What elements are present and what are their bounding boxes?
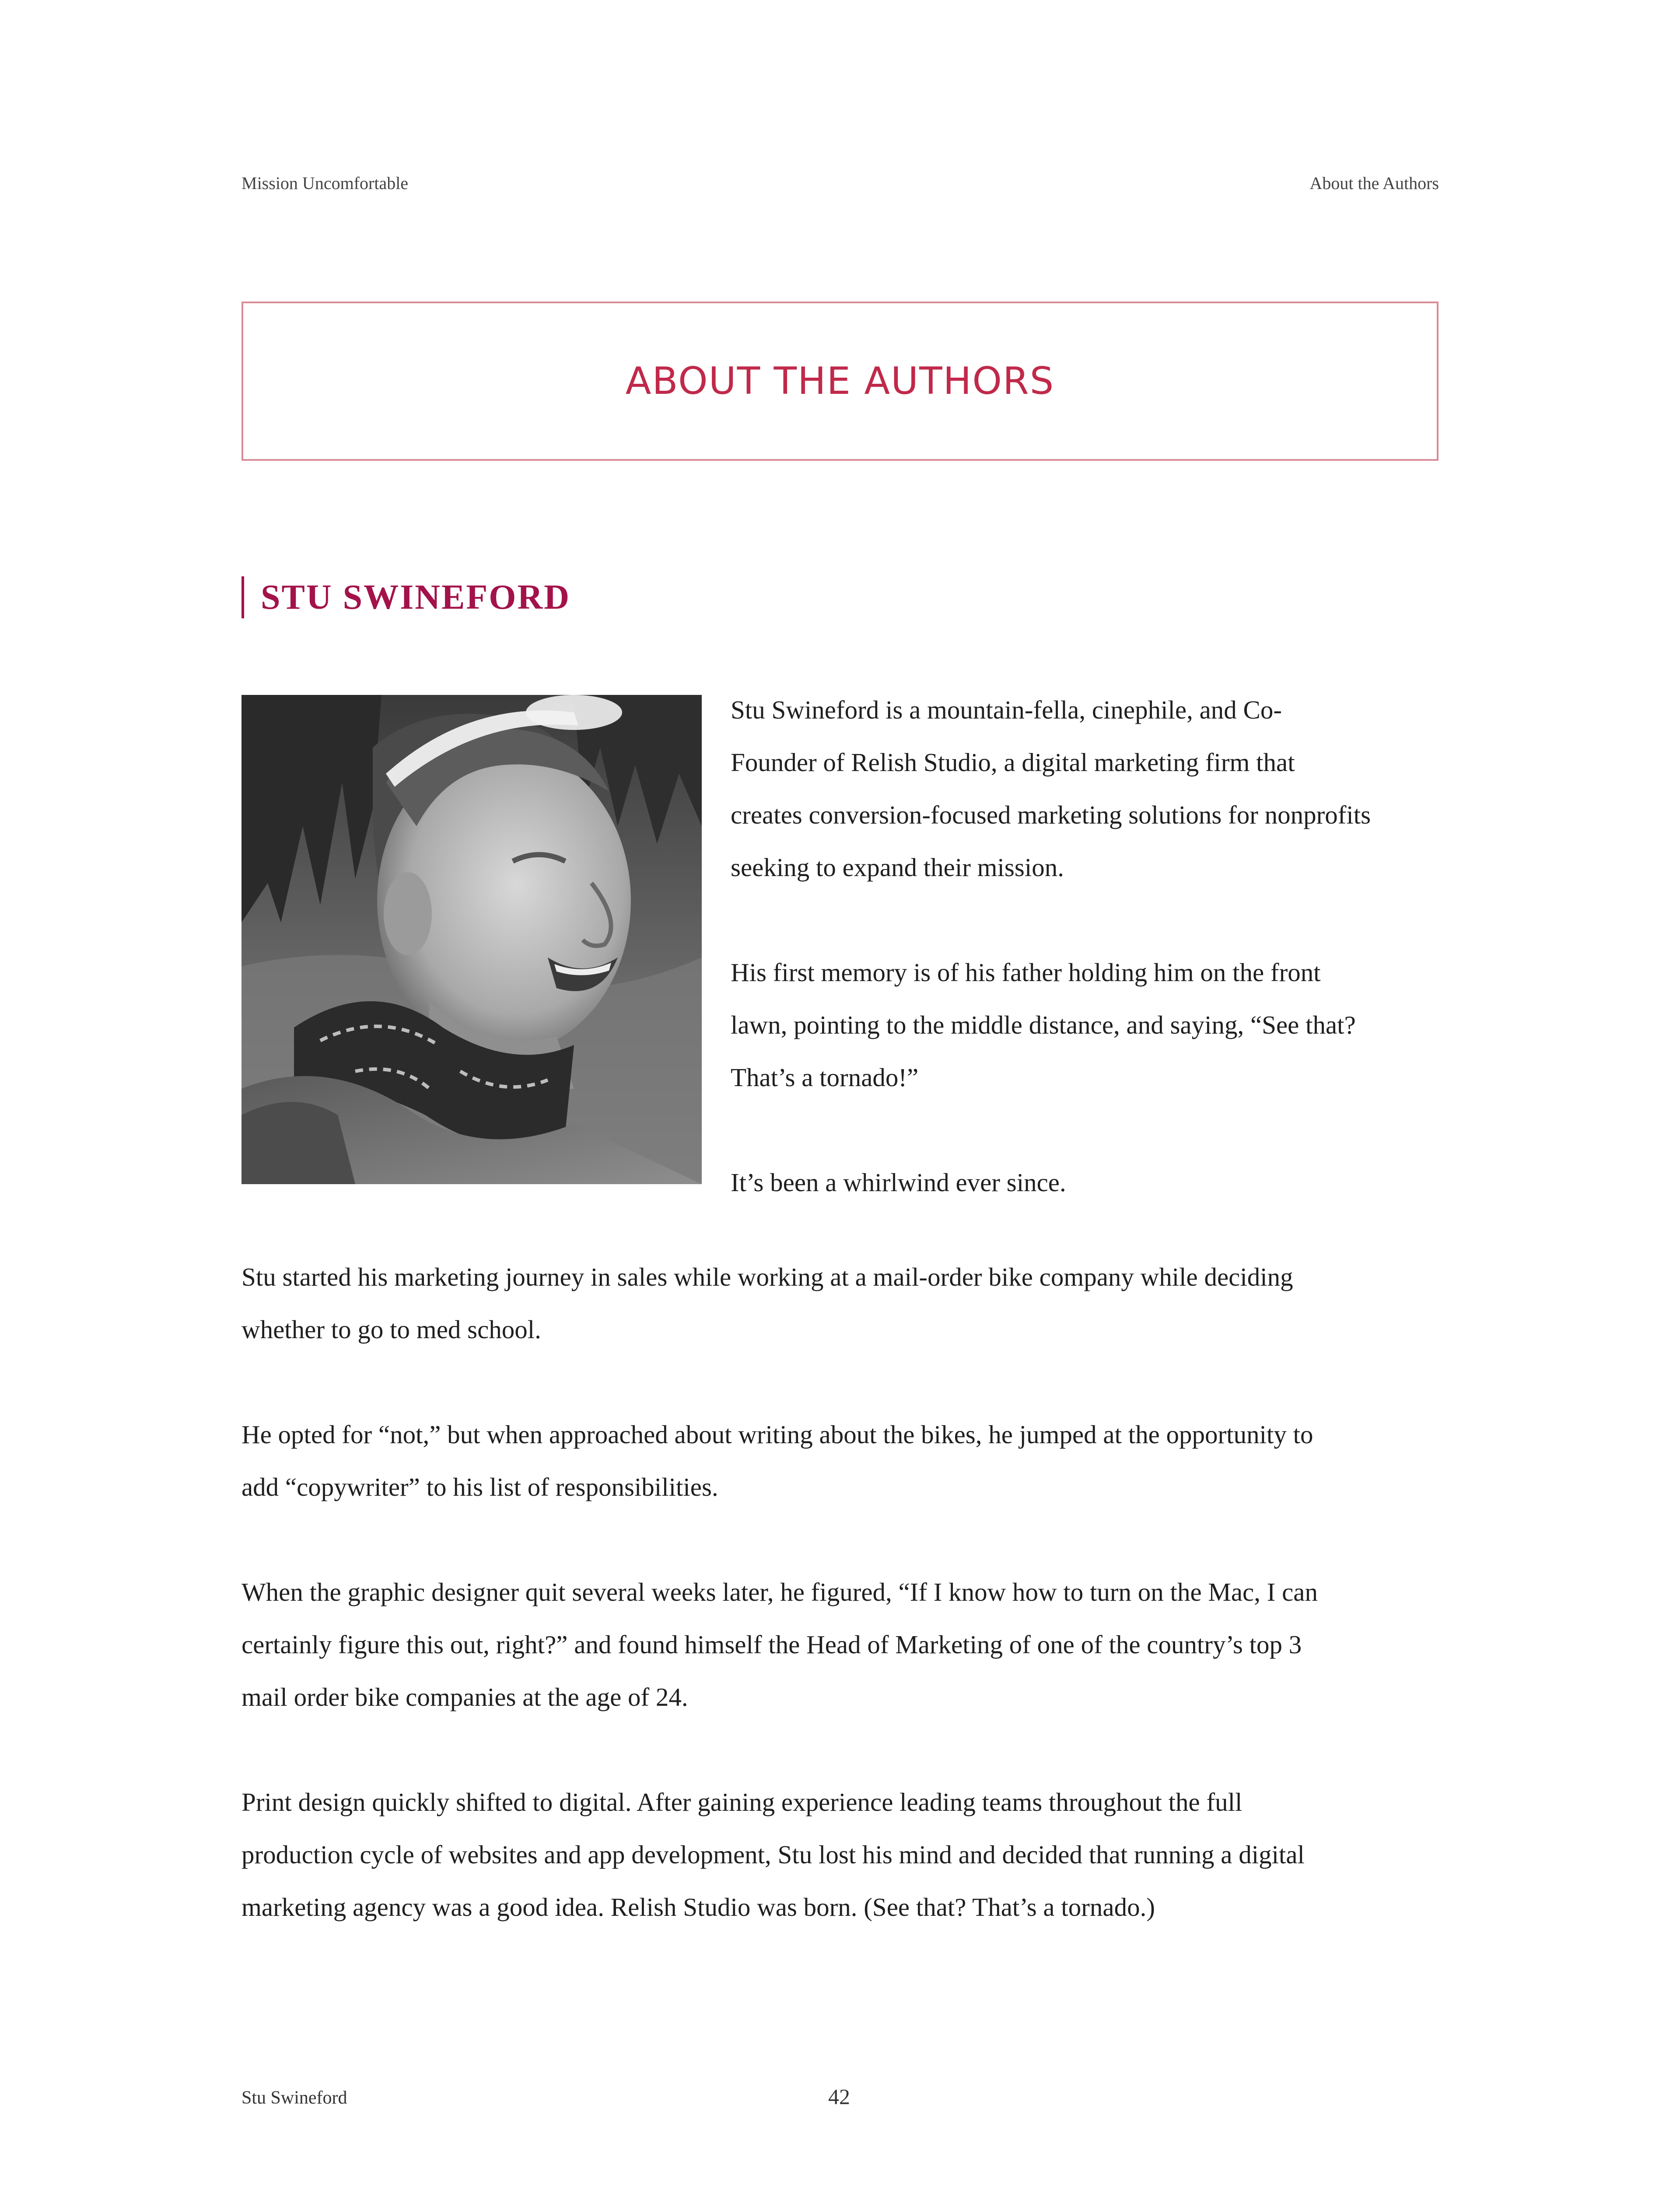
- text-line: That’s a tornado!”: [731, 1063, 919, 1092]
- text-line: lawn, pointing to the middle distance, and saying, “See that?: [731, 1010, 1356, 1039]
- author-heading: [242, 575, 570, 619]
- page-title: ABOUT THE AUTHORS: [625, 359, 1055, 403]
- text-line: whether to go to med school.: [242, 1315, 541, 1344]
- running-header-book-title: Mission Uncomfortable: [242, 173, 409, 193]
- author-photo: [242, 695, 702, 1184]
- text-line: mail order bike companies at the age of 24.: [242, 1683, 688, 1711]
- author-name: STU SWINEFORD: [261, 578, 571, 617]
- body-text: [242, 1251, 1445, 1933]
- text-line: Stu started his marketing journey in sales while working at a mail-order bike company while deciding: [242, 1262, 1293, 1291]
- text-line: add “copywriter” to his list of responsibilities.: [242, 1473, 718, 1501]
- body-paragraph: [242, 1408, 1445, 1513]
- intro-paragraph: [731, 946, 1448, 1104]
- text-line: His first memory is of his father holding him on the front: [731, 958, 1321, 987]
- page-title-box: [242, 302, 1438, 461]
- text-line: Stu Swineford is a mountain-fella, cinephile, and Co-: [731, 695, 1282, 724]
- text-line: Print design quickly shifted to digital. After gaining experience leading teams throughout the full: [242, 1788, 1242, 1816]
- text-line: It’s been a whirlwind ever since.: [731, 1168, 1066, 1197]
- body-paragraph: [242, 1251, 1445, 1356]
- footer-author: Stu Swineford: [242, 2088, 347, 2108]
- page-number: 42: [828, 2084, 850, 2109]
- text-line: He opted for “not,” but when approached about writing about the bikes, he jumped at the opportunity to: [242, 1420, 1313, 1449]
- intro-text: [731, 684, 1448, 1209]
- text-line: production cycle of websites and app development, Stu lost his mind and decided that running a digital: [242, 1840, 1305, 1869]
- text-line: marketing agency was a good idea. Relish Studio was born. (See that? That’s a tornado.): [242, 1893, 1155, 1922]
- intro-paragraph: [731, 1156, 1448, 1209]
- text-line: Founder of Relish Studio, a digital marketing firm that: [731, 748, 1295, 777]
- text-line: seeking to expand their mission.: [731, 853, 1064, 882]
- intro-paragraph: [731, 684, 1448, 894]
- text-line: When the graphic designer quit several weeks later, he figured, “If I know how to turn on the Mac, I can: [242, 1578, 1318, 1606]
- heading-accent-bar: [242, 576, 244, 618]
- body-paragraph: [242, 1776, 1445, 1933]
- text-line: creates conversion-focused marketing solutions for nonprofits: [731, 800, 1371, 829]
- text-line: certainly figure this out, right?” and found himself the Head of Marketing of one of the country’s top 3: [242, 1630, 1302, 1659]
- author-portrait-image: [242, 695, 702, 1184]
- body-paragraph: [242, 1566, 1445, 1723]
- running-header-section: About the Authors: [1309, 173, 1439, 193]
